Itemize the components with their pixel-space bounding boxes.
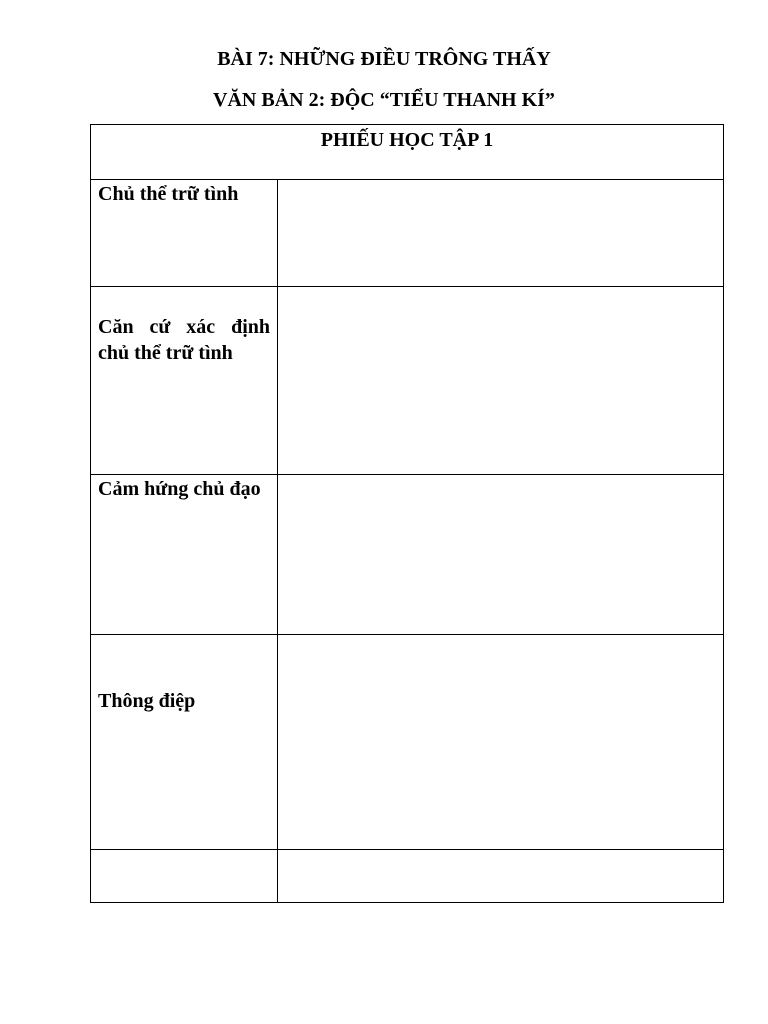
- row-label: Cảm hứng chủ đạo: [98, 478, 261, 500]
- row-label: Căn cứ xác định chủ thể trữ tình: [98, 316, 270, 364]
- text-title: VĂN BẢN 2: ĐỘC “TIỂU THANH KÍ”: [213, 89, 555, 111]
- answer-cell: [278, 475, 724, 635]
- row-label: Chủ thể trữ tình: [98, 183, 239, 205]
- row-label-cell: [91, 850, 278, 903]
- answer-cell: [278, 180, 724, 287]
- answer-cell: [278, 850, 724, 903]
- table-row: [91, 475, 724, 635]
- row-label-cell: [91, 287, 278, 475]
- worksheet-table: [90, 124, 724, 903]
- row-label-cell: [91, 180, 278, 287]
- row-label-cell: [91, 635, 278, 850]
- answer-cell: [278, 287, 724, 475]
- row-label-cell: [91, 475, 278, 635]
- lesson-title: BÀI 7: NHỮNG ĐIỀU TRÔNG THẤY: [217, 48, 551, 70]
- row-label: Thông điệp: [98, 690, 196, 712]
- answer-cell: [278, 635, 724, 850]
- table-row: [91, 635, 724, 850]
- table-row: [91, 287, 724, 475]
- worksheet-header: PHIẾU HỌC TẬP 1: [91, 125, 724, 180]
- table-row: [91, 850, 724, 903]
- worksheet-header-row: [91, 125, 724, 180]
- table-row: [91, 180, 724, 287]
